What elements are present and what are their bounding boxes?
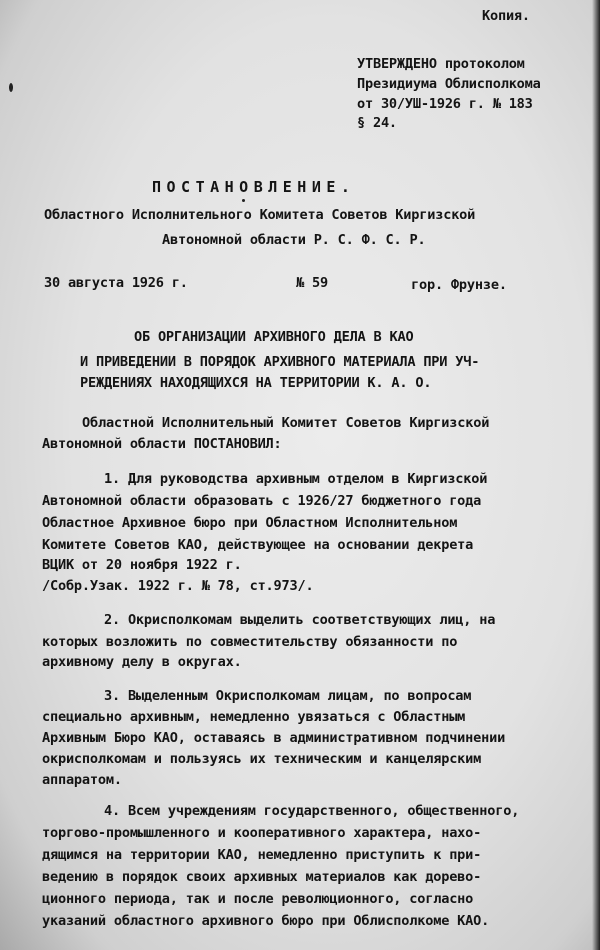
ink-speck — [242, 199, 245, 202]
copy-mark: Копия. — [482, 8, 530, 24]
item-4-line: 4. Всем учреждениям государственного, общественного, — [104, 803, 520, 819]
document-date: 30 августа 1926 г. — [44, 275, 188, 291]
ink-speck — [9, 83, 13, 92]
item-3-line: Архивным Бюро КАО, оставаясь в административном подчинении — [42, 730, 506, 746]
item-4-line: ведению в порядок своих архивных материалов как дорево- — [42, 869, 482, 885]
item-3-line: окрисполкомам и пользуясь их техническим и канцелярским — [42, 751, 482, 767]
approval-line: § 24. — [357, 115, 397, 131]
item-4-line: торгово-промышленного и кооперативного характера, нахо- — [42, 825, 482, 841]
document-city: гор. Фрунзе. — [411, 277, 507, 293]
approval-line: Президиума Облисполкома — [357, 76, 541, 92]
item-4-line: указаний областного архивного бюро при Облисполкоме КАО. — [42, 913, 490, 929]
intro-line: Областной Исполнительный Комитет Советов Киргизской — [82, 415, 490, 431]
document-number: № 59 — [296, 275, 328, 291]
item-1-line: ВЦИК от 20 ноября 1922 г. — [42, 557, 242, 573]
item-4-line: ционного периода, так и после революционного, согласно — [42, 891, 474, 907]
item-3-line: специально архивным, немедленно увязаться с Областным — [42, 709, 466, 725]
item-3-line: 3. Выделенным Окрисполкомам лицам, по вопросам — [104, 688, 472, 704]
issuer-line: Областного Исполнительного Комитета Советов Киргизской — [44, 207, 476, 223]
item-1-line: Автономной области образовать с 1926/27 бюджетного года — [42, 493, 482, 509]
item-1-line: Областное Архивное бюро при Областном Исполнительном — [42, 515, 458, 531]
item-1-line: Комитете Советов КАО, действующее на основании декрета — [42, 537, 474, 553]
intro-line: Автономной области ПОСТАНОВИЛ: — [42, 436, 282, 452]
item-1-line: 1. Для руководства архивным отделом в Киргизской — [104, 471, 488, 487]
item-4-line: дящимся на территории КАО, немедленно приступить к при- — [42, 847, 482, 863]
subject-line: ОБ ОРГАНИЗАЦИИ АРХИВНОГО ДЕЛА В КАО — [134, 329, 414, 345]
approval-line: УТВЕРЖДЕНО протоколом — [357, 56, 525, 72]
item-3-line: аппаратом. — [42, 772, 122, 788]
subject-line: РЕЖДЕНИЯХ НАХОДЯЩИХСЯ НА ТЕРРИТОРИИ К. А. О. — [80, 375, 432, 391]
item-1-line: /Собр.Узак. 1922 г. № 78, ст.973/. — [42, 578, 314, 594]
issuer-line: Автономной области Р. С. Ф. С. Р. — [162, 232, 426, 248]
approval-line: от 30/УШ-1926 г. № 183 — [357, 96, 533, 112]
item-2-line: которых возложить по совместительству обязанности по — [42, 634, 458, 650]
subject-line: И ПРИВЕДЕНИИ В ПОРЯДОК АРХИВНОГО МАТЕРИАЛА ПРИ УЧ- — [80, 354, 480, 370]
item-2-line: архивному делу в округах. — [42, 654, 242, 670]
document-title: ПОСТАНОВЛЕНИЕ. — [152, 178, 356, 196]
item-2-line: 2. Окрисполкомам выделить соответствующих лиц, на — [104, 612, 496, 628]
